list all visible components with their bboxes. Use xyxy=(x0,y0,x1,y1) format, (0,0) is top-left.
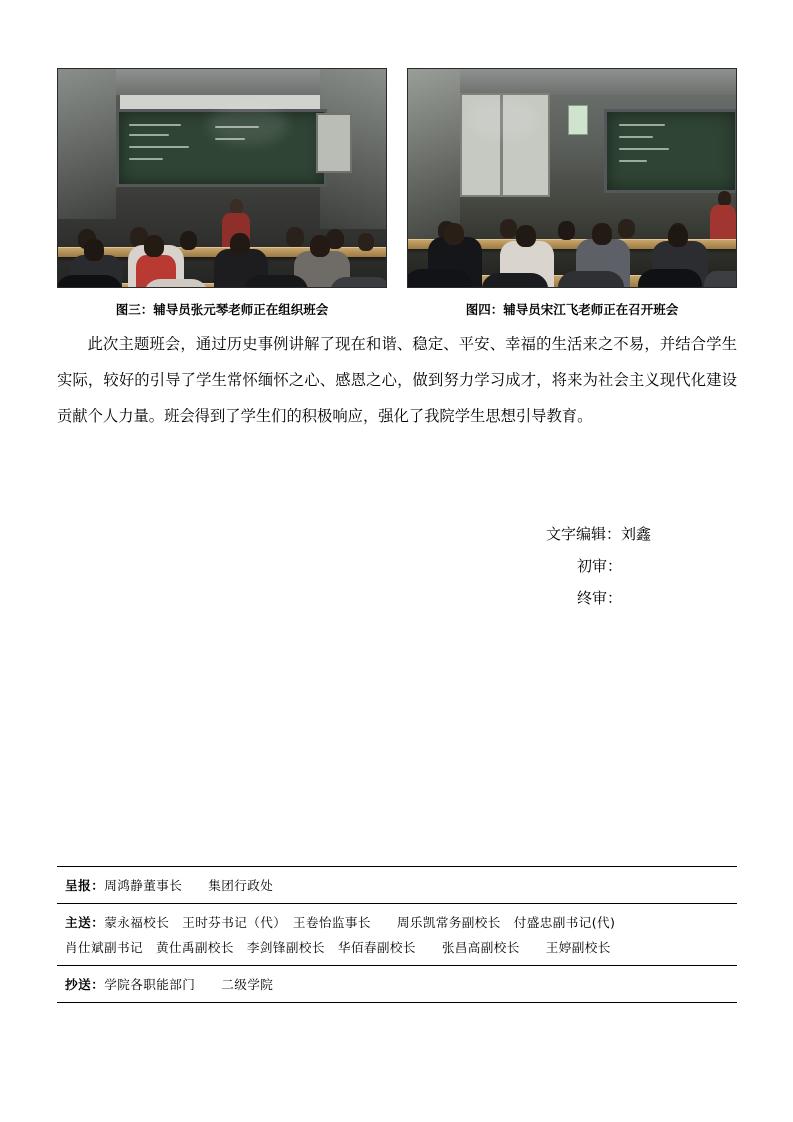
signature-block xyxy=(57,518,737,614)
body-paragraph: 此次主题班会，通过历史事例讲解了现在和谐、稳定、平安、幸福的生活来之不易，并结合学生实际，较好的引导了学生常怀缅怀之心、感恩之心，做到努力学习成才，将来为社会主义现代化建设贡献个人力量。班会得到了学生们的积极响应，强化了我院学生思想引导教育。 xyxy=(57,335,737,425)
distribution-text-copy: 学院各职能部门 二级学院 xyxy=(104,977,274,992)
signature-editor: 文字编辑：刘鑫 xyxy=(545,525,651,543)
wall-poster xyxy=(316,113,352,173)
signature-first-review: 初审： xyxy=(576,557,622,575)
distribution-row-main xyxy=(57,903,737,965)
figure-3-caption: 图三：辅导员张元琴老师正在组织班会 xyxy=(115,302,329,317)
wall-left xyxy=(58,69,116,219)
figure-caption-row xyxy=(57,300,737,318)
distribution-row-report xyxy=(57,866,737,903)
figure-4-image xyxy=(407,68,737,288)
distribution-text-report: 周鸿静董事长 集团行政处 xyxy=(104,878,274,893)
distribution-label-main: 主送： xyxy=(65,915,105,930)
classroom-scene-b xyxy=(408,69,736,287)
distribution-row-copy xyxy=(57,965,737,1003)
distribution-text-main-2: 肖仕斌副书记 黄仕禹副校长 李剑锋副校长 华佰春副校长 张昌高副校长 王婷副校长 xyxy=(65,940,611,955)
chalkboard xyxy=(604,109,737,193)
wall-sign xyxy=(568,105,588,135)
distribution-label-report: 呈报： xyxy=(65,878,105,893)
signature-final-review: 终审： xyxy=(576,589,622,607)
distribution-table xyxy=(57,866,737,1003)
teacher-head xyxy=(230,199,243,214)
figure-row xyxy=(57,68,737,288)
distribution-text-main: 蒙永福校长 王时芬书记（代） 王卷怡监事长 周乐凯常务副校长 付盛忠副书记(代) xyxy=(104,915,616,930)
figure-4-caption: 图四：辅导员宋江飞老师正在召开班会 xyxy=(465,302,679,317)
wall-left xyxy=(408,69,460,239)
distribution-label-copy: 抄送： xyxy=(65,977,105,992)
figure-3-image xyxy=(57,68,387,288)
wall-upper-strip xyxy=(120,95,320,109)
classroom-scene-a xyxy=(58,69,386,287)
